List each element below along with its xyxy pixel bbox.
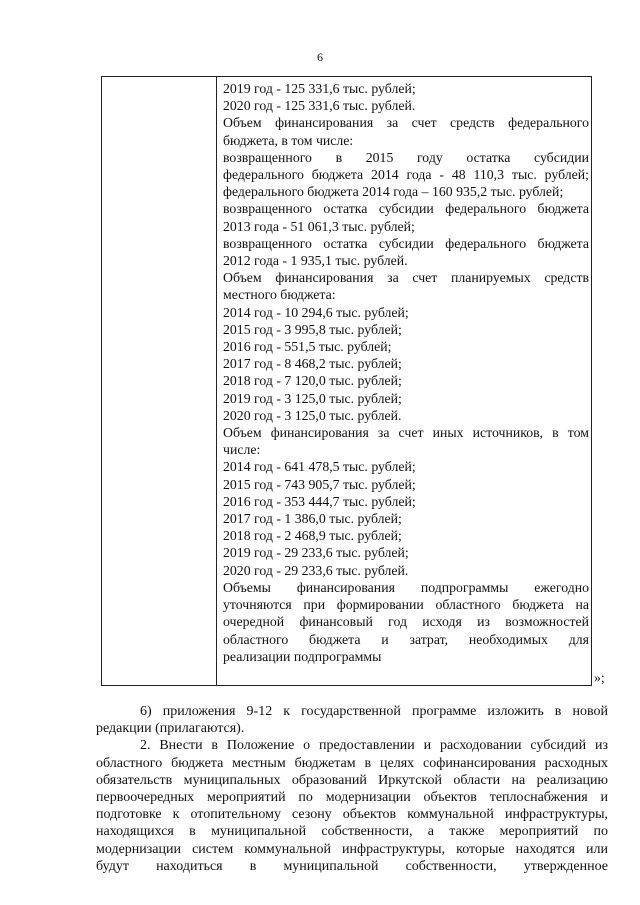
body-text (96, 703, 608, 875)
table-line: 2016 год - 551,5 тыс. рублей; (223, 339, 392, 355)
table-line: 2019 год - 3 125,0 тыс. рублей; (223, 390, 402, 406)
table-line: числе: (223, 442, 261, 458)
table-line: реализации подпрограммы (223, 648, 382, 664)
table-line: областного бюджета и затрат, необходимых для (223, 631, 589, 647)
table-line: возвращенного в 2015 году остатка субсидии (223, 149, 589, 165)
table-line: Объем финансирования за счет иных источников, в том (223, 425, 589, 441)
table-line: 2012 года - 1 935,1 тыс. рублей. (223, 253, 408, 269)
table-line: 2016 год - 353 444,7 тыс. рублей; (223, 493, 416, 509)
table-line: 2020 год - 125 331,6 тыс. рублей. (223, 98, 416, 114)
table-line: возвращенного остатка субсидии федерального бюджета (223, 235, 589, 251)
table-right-cell (223, 80, 589, 665)
table-line: 2015 год - 743 905,7 тыс. рублей; (223, 476, 416, 492)
table-line: 2013 года - 51 061,3 тыс. рублей; (223, 218, 415, 234)
table-line: 2019 год - 125 331,6 тыс. рублей; (223, 81, 416, 96)
page-number: 6 (317, 50, 323, 64)
table-left-cell (102, 77, 217, 685)
paragraph-2-line: будут находиться в муниципальной собственности, утвержденное (96, 858, 608, 874)
table-line: 2020 год - 3 125,0 тыс. рублей. (223, 407, 402, 423)
paragraph-2-line: модернизации систем коммунальной инфраструктуры, которые находятся или (96, 841, 608, 857)
table-line: 2014 год - 10 294,6 тыс. рублей; (223, 304, 409, 320)
table-line: Объем финансирования за счет планируемых средств (223, 270, 589, 286)
table-line: Объемы финансирования подпрограммы ежегодно (223, 579, 589, 595)
table-line: 2020 год - 29 233,6 тыс. рублей. (223, 562, 409, 578)
paragraph-2-line: обязательств муниципальных образований Иркутской области на реализацию (96, 772, 608, 788)
table-line: 2018 год - 2 468,9 тыс. рублей; (223, 528, 402, 544)
table-line: 2015 год - 3 995,8 тыс. рублей; (223, 321, 402, 337)
table-line: 2017 год - 8 468,2 тыс. рублей; (223, 356, 402, 372)
table-line: местного бюджета: (223, 287, 336, 303)
paragraph-2-line: подготовке к отопительному сезону объектов коммунальной инфраструктуры, (96, 807, 608, 823)
table-line: очередной финансовый год исходя из возможностей (223, 614, 589, 630)
table-line: возвращенного остатка субсидии федерального бюджета (223, 201, 589, 217)
table-line: уточняются при формировании областного бюджета на (223, 597, 589, 613)
paragraph-1-line: 6) приложения 9-12 к государственной программе изложить в новой (140, 704, 608, 719)
paragraph-2-line: областного бюджета местным бюджетам в целях софинансирования расходных (96, 755, 608, 771)
paragraph-1-line: редакции (прилагаются). (96, 721, 245, 737)
table-line: Объем финансирования за счет средств федерального (223, 115, 589, 131)
paragraph-2-line: 2. Внести в Положение о предоставлении и расходовании субсидий из (140, 738, 608, 754)
financing-table (101, 76, 592, 686)
table-line: 2018 год - 7 120,0 тыс. рублей; (223, 373, 402, 389)
table-line: федерального бюджета 2014 года – 160 935,2 тыс. рублей; (223, 184, 564, 200)
table-line: 2017 год - 1 386,0 тыс. рублей; (223, 511, 402, 527)
paragraph-2-line: находящихся в муниципальной собственности, а также мероприятий по (96, 824, 608, 840)
table-line: бюджета, в том числе: (223, 132, 354, 148)
closing-quote: »; (594, 670, 605, 685)
paragraph-2-line: первоочередных мероприятий по модернизации объектов теплоснабжения и (96, 790, 608, 806)
table-line: 2019 год - 29 233,6 тыс. рублей; (223, 545, 409, 561)
table-line: 2014 год - 641 478,5 тыс. рублей; (223, 459, 416, 475)
table-line: федерального бюджета 2014 года - 48 110,3 тыс. рублей; (223, 167, 589, 183)
